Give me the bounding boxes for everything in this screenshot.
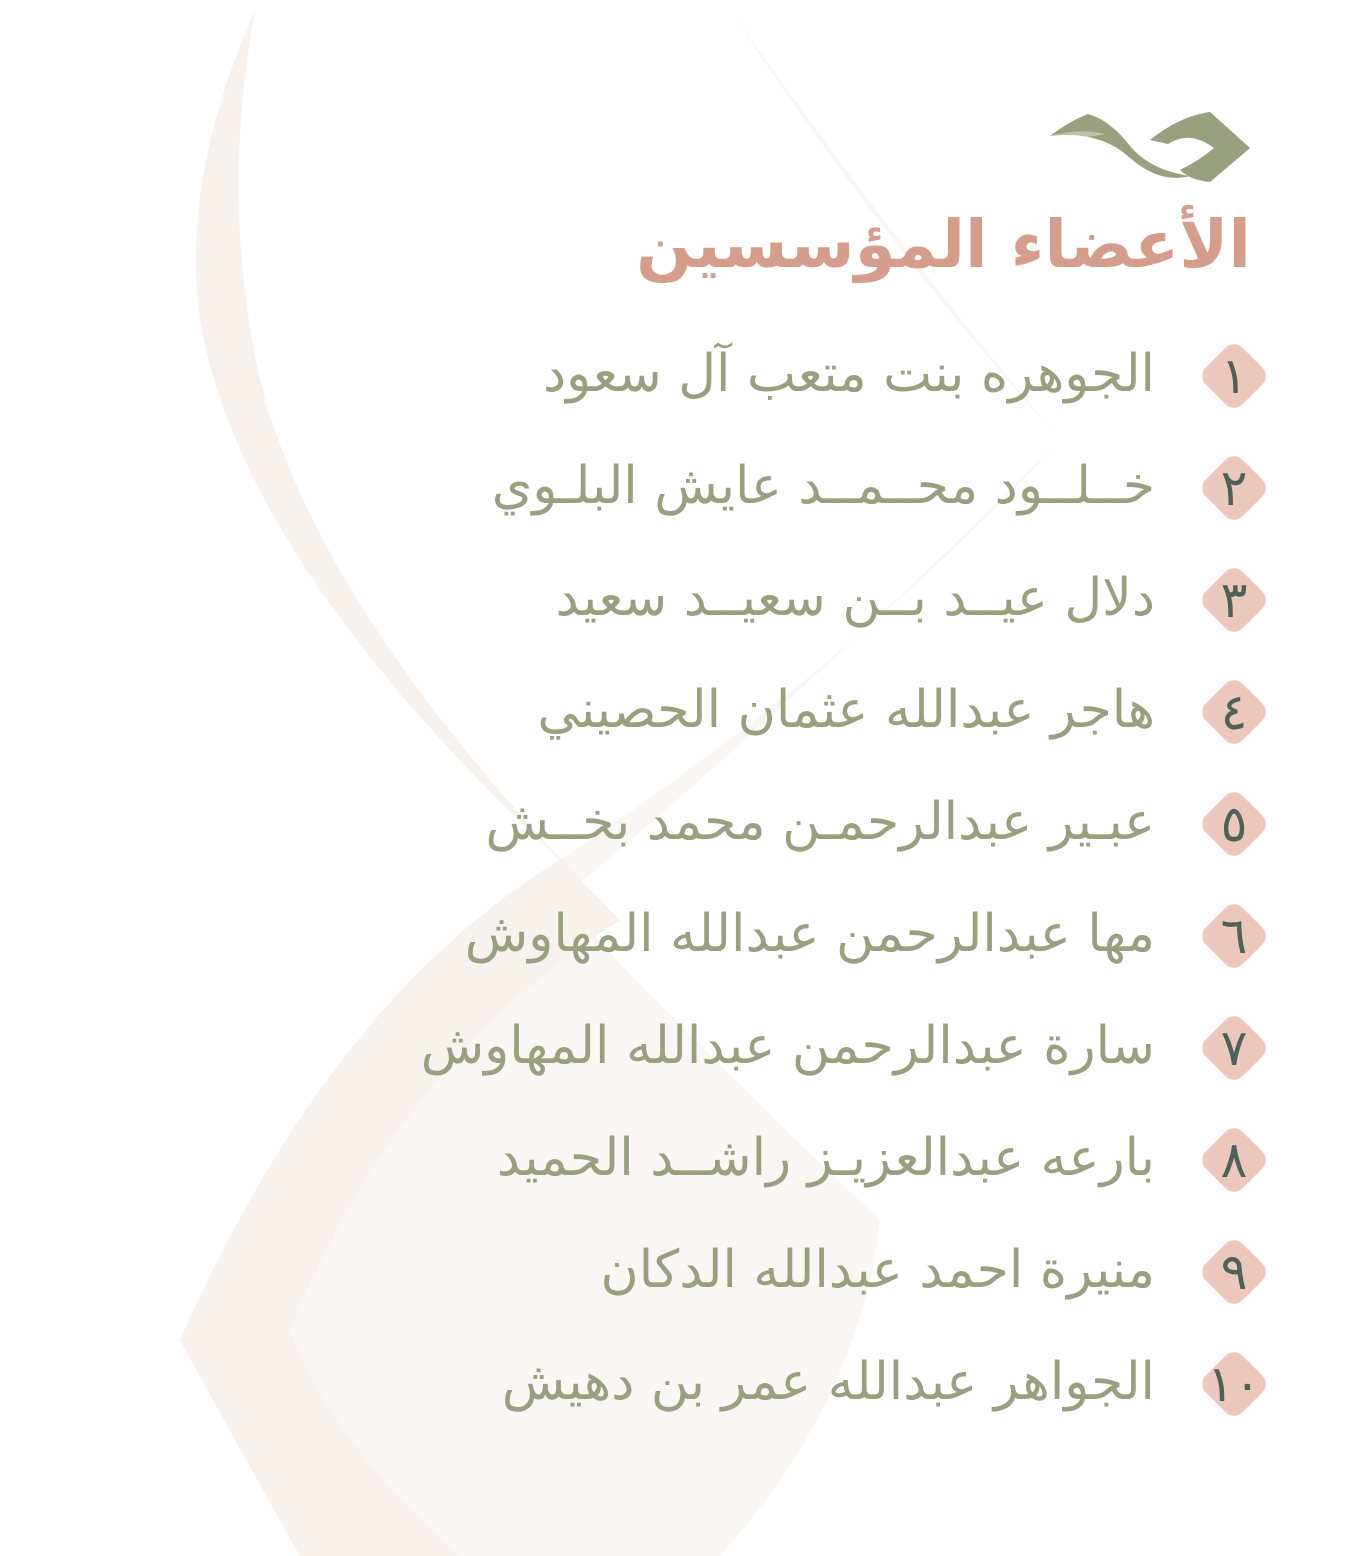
member-name: خــلــود محــمــد عايش البلـوي: [491, 456, 1155, 516]
member-number: ٨: [1220, 1131, 1248, 1189]
list-item: [0, 1102, 1351, 1214]
member-number: ٦: [1220, 907, 1248, 965]
member-number: ٤: [1220, 683, 1248, 741]
member-name: مها عبدالرحمن عبدالله المهاوش: [464, 904, 1155, 964]
member-number: ٥: [1220, 795, 1248, 853]
list-item: [0, 430, 1351, 542]
list-item: [0, 542, 1351, 654]
list-item: [0, 1326, 1351, 1438]
number-badge: [1196, 1346, 1272, 1422]
list-item: [0, 878, 1351, 990]
list-item: [0, 1214, 1351, 1326]
number-badge: [1196, 450, 1272, 526]
number-badge: [1196, 1010, 1272, 1086]
member-name: الجوهره بنت متعب آل سعود: [542, 344, 1155, 404]
member-number: ١: [1220, 347, 1248, 405]
member-name: سارة عبدالرحمن عبدالله المهاوش: [420, 1016, 1155, 1076]
number-badge: [1196, 562, 1272, 638]
member-name: هاجر عبدالله عثمان الحصيني: [537, 680, 1155, 740]
member-name: الجواهر عبدالله عمر بن دهيش: [501, 1352, 1155, 1412]
member-number: ٩: [1220, 1243, 1248, 1301]
list-item: [0, 318, 1351, 430]
member-number: ٢: [1220, 459, 1248, 517]
member-number: ٧: [1220, 1019, 1248, 1077]
list-item: [0, 766, 1351, 878]
page-title: الأعضاء المؤسسين: [636, 206, 1251, 283]
list-item: [0, 654, 1351, 766]
number-badge: [1196, 338, 1272, 414]
number-badge: [1196, 674, 1272, 750]
member-number: ٣: [1220, 571, 1248, 629]
member-name: عبـير عبدالرحمـن محمد بخــش: [485, 792, 1155, 852]
member-name: بارعه عبدالعزيـز راشــد الحميد: [496, 1128, 1155, 1188]
leaf-wave-logo-icon: [1040, 100, 1260, 190]
number-badge: [1196, 1234, 1272, 1310]
member-name: منيرة احمد عبدالله الدكان: [600, 1240, 1155, 1300]
number-badge: [1196, 786, 1272, 862]
number-badge: [1196, 898, 1272, 974]
member-name: دلال عيــد بــن سعيــد سعيد: [555, 568, 1155, 628]
member-number: ١٠: [1207, 1355, 1261, 1413]
members-list: [0, 318, 1351, 1438]
list-item: [0, 990, 1351, 1102]
number-badge: [1196, 1122, 1272, 1198]
